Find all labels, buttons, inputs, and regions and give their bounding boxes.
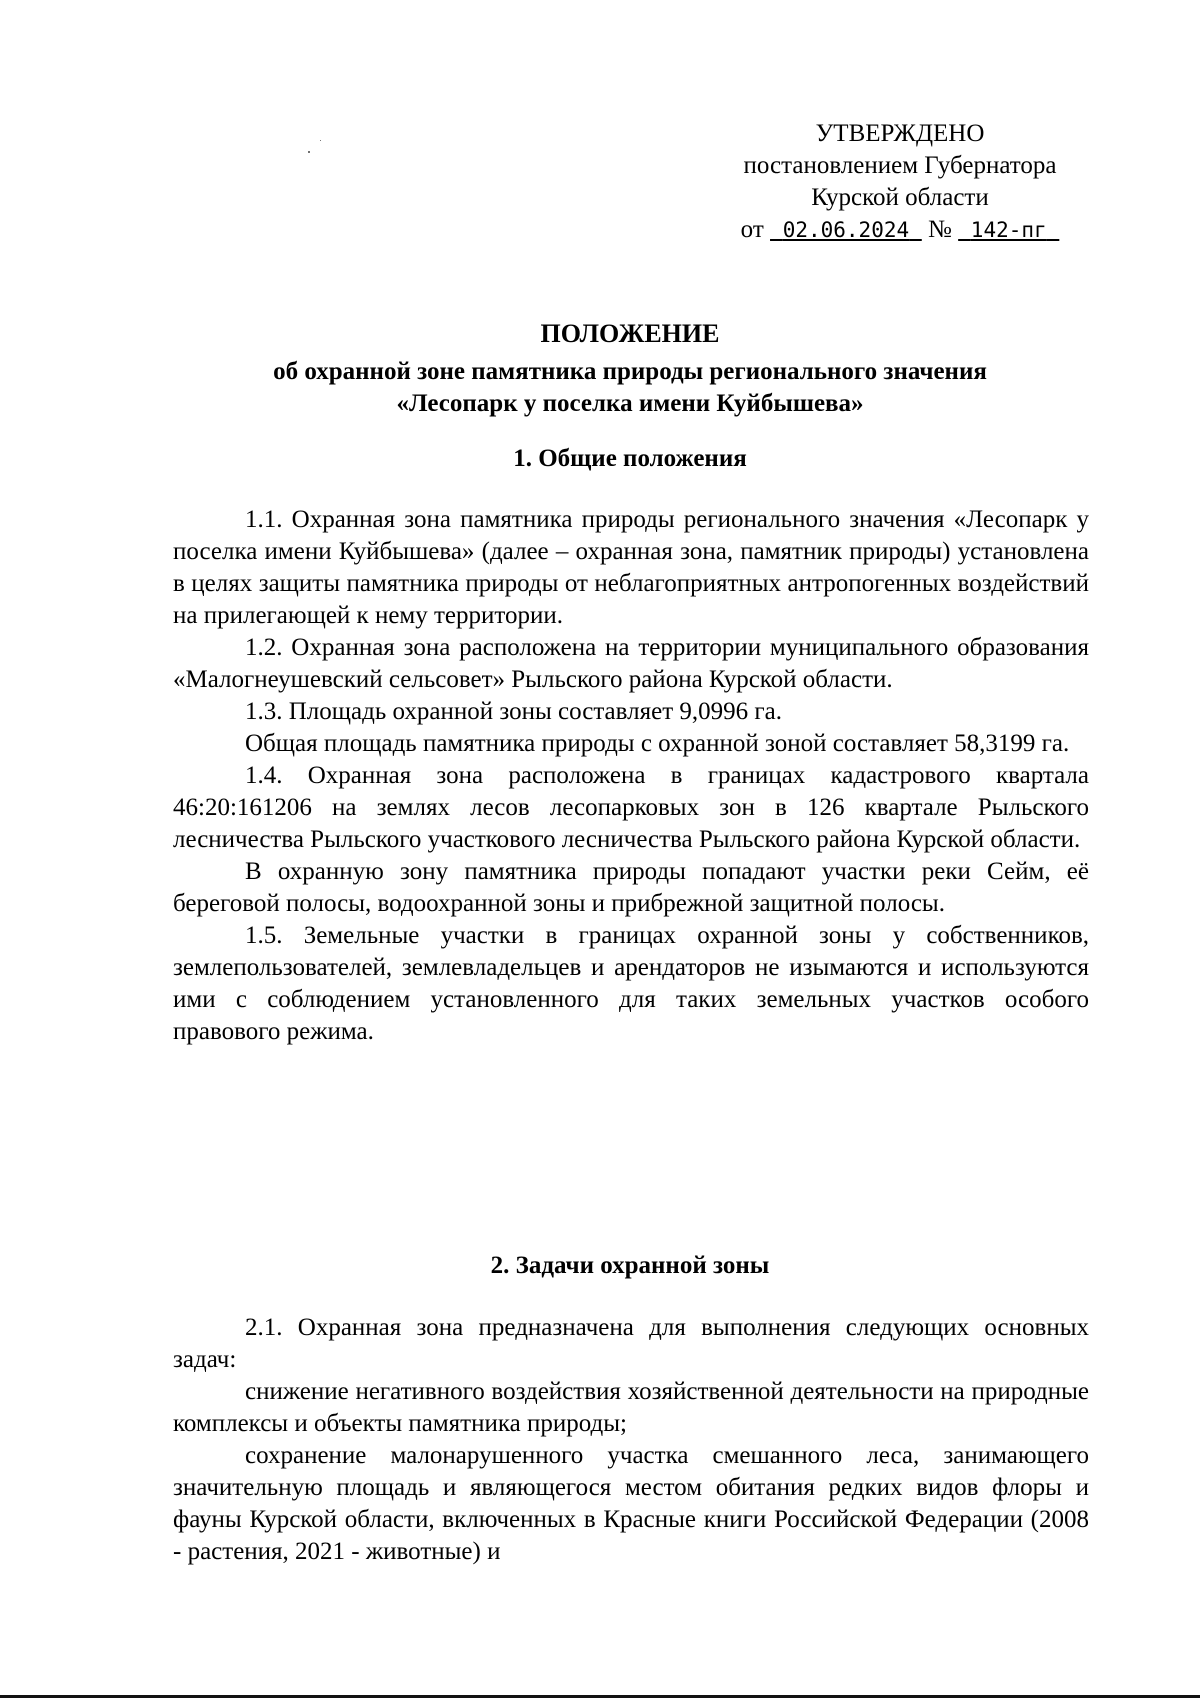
scan-bottom-edge	[0, 1695, 1200, 1698]
number-prefix: №	[928, 216, 952, 243]
title-object-name: «Лесопарк у поселка имени Куйбышева»	[396, 390, 864, 417]
approval-number: 142-пг	[970, 218, 1047, 242]
paragraph-1-3-total: Общая площадь памятника природы с охранной зоной составляет 58,3199 га.	[245, 730, 1070, 757]
approval-authority: постановлением Губернатора	[743, 152, 1057, 179]
task-item-1: снижение негативного воздействия хозяйственной деятельности на природные комплексы и объекты памятника природы;	[173, 1378, 1089, 1437]
paragraph-1-3: 1.3. Площадь охранной зоны составляет 9,0996 га.	[245, 698, 782, 725]
paragraph-1-4: 1.4. Охранная зона расположена в границах кадастрового квартала 46:20:161206 на землях лесов лесопарковых зон в 126 квартале Рыльского лесничества Рыльского участкового лесничества Рыльского района Курской области.	[173, 762, 1089, 853]
section-2-body	[173, 1312, 1089, 1568]
document-title	[170, 318, 1090, 420]
approval-stamp-block	[700, 118, 1100, 246]
paragraph-1-2: 1.2. Охранная зона расположена на территории муниципального образования «Малогнеушевский сельсовет» Рыльского района Курской области.	[173, 634, 1089, 693]
task-item-2: сохранение малонарушенного участка смешанного леса, занимающего значительную площадь и являющегося местом обитания редких видов флоры и фауны Курской области, включенных в Красные книги Российской Федерации (2008 - растения, 2021 - животные) и	[173, 1442, 1089, 1565]
paragraph-1-4-river: В охранную зону памятника природы попадают участки реки Сейм, её береговой полосы, водоохранной зоны и прибрежной защитной полосы.	[173, 858, 1089, 917]
section-1-heading: 1. Общие положения	[513, 445, 747, 472]
date-prefix: от	[740, 216, 764, 243]
paragraph-1-5: 1.5. Земельные участки в границах охранной зоны у собственников, землепользователей, землевладельцев и арендаторов не изымаются и используются ими с соблюдением установленного для таких земельных участков особого правового режима.	[173, 922, 1089, 1045]
section-1-body	[173, 504, 1089, 1048]
approval-region: Курской области	[811, 184, 989, 211]
scan-speck	[308, 151, 310, 153]
paragraph-2-1: 2.1. Охранная зона предназначена для выполнения следующих основных задач:	[173, 1314, 1089, 1373]
approval-date-number	[700, 214, 1100, 246]
title-subject: об охранной зоне памятника природы регионального значения	[273, 358, 987, 385]
paragraph-1-1: 1.1. Охранная зона памятника природы регионального значения «Лесопарк у поселка имени Куйбышева» (далее – охранная зона, памятник природы) установлена в целях защиты памятника природы от неблагоприятных антропогенных воздействий на прилегающей к нему территории.	[173, 506, 1089, 629]
approval-date: 02.06.2024	[782, 218, 910, 242]
scan-speck	[320, 140, 321, 141]
section-2-heading: 2. Задачи охранной зоны	[490, 1252, 770, 1279]
title-main: ПОЛОЖЕНИЕ	[540, 319, 720, 348]
approval-heading: УТВЕРЖДЕНО	[815, 120, 985, 147]
